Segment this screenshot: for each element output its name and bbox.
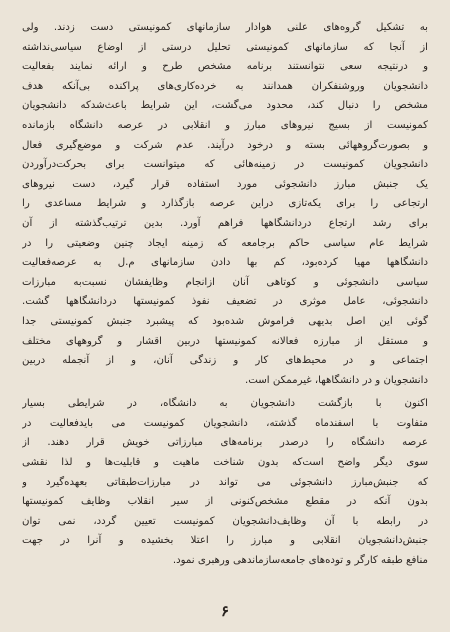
- paragraph-1: [22, 18, 428, 390]
- text-line: منافع طبقه کارگر و توده‌های جامعه‌سازماندهی ورهبری نمود.: [172, 555, 428, 567]
- body-text: [22, 18, 428, 571]
- text-line: دانشجوئی، عامل موثری در تضعیف نفوذ کمونیستها دردانشگاهها گشت.: [22, 296, 428, 308]
- text-line: سیاسی دانشجوئی و کوتاهی آنان ازانجام وظایفشان نسبت‌به مبارزات: [22, 276, 428, 288]
- text-line: دانشجویان وروشنفکران همدانند به خرده‌کاری‌های پراکنده بی‌آنکه هدف: [22, 80, 428, 92]
- text-line: یک جنبش مبارز دانشجوئی مورد استفاده قرار گیرد، دست نیروهای: [22, 178, 428, 190]
- text-line: دانشگاهها مهیا کرده‌بود، کم بها دادن سازمانهای م.ل به عرصه‌فعالیت: [22, 257, 428, 269]
- text-line: کمونیست از بسیج نیروهای مبارز و انقلابی در عرصه دانشگاه بازمانده: [22, 119, 428, 131]
- text-line: و بصورت‌گروههائی بسته و درخود درآیند. عدم شرکت و موضع‌گیری فعال: [22, 139, 428, 151]
- text-line: گوئی این اصل بدیهی فراموش شده‌بود که پیشبرد جنبش کمونیستی جدا: [22, 315, 428, 327]
- text-line: و درنتیجه سعی نتوانستند برنامه مشخص طرح و ارائه نمایند بفعالیت: [22, 61, 428, 73]
- text-line: ارتجاعی را برای یکه‌تازی دراین عرصه بازگذارد و شرایط مساعدی را: [22, 198, 428, 210]
- text-line: و مستقل از مبارزه فعالانه کمونیستها دربین اقشار و گروههای مختلف: [22, 335, 428, 347]
- text-line: برای رشد ارتجاع دردانشگاهها فراهم آورد. بدین ترتیب‌گذشته از آن: [22, 217, 428, 229]
- text-line: سوی دیگر واضح است‌که بدون شناخت ماهیت و قابلیت‌ها و لذا نقشی: [22, 457, 428, 469]
- text-line: بدون آنکه در مقطع مشخص‌کنونی از سیر انقلاب وظایف کمونیستها: [22, 496, 428, 508]
- text-line: مشخص را دنبال کند، محدود می‌گشت، این شرایط باعث‌شدکه دانشجویان: [22, 100, 428, 112]
- text-line: جنبش‌دانشجویان انقلابی و مبارز را اعتلا بخشیده و آنرا در جهت: [22, 535, 428, 547]
- paragraph-2: [22, 394, 428, 570]
- text-line: که جنبش‌مبارز دانشجوئی می تواند در مبارزات‌طبقاتی بعهده‌گیرد و: [22, 476, 428, 488]
- text-line: متفاوت با اسفندماه گذشته، دانشجویان کمونیست می بایدفعالیت در: [22, 417, 428, 429]
- text-line: شرایط عام سیاسی حاکم برجامعه که زمینه ایجاد چنین وضعیتی را در: [22, 237, 428, 249]
- text-line: دانشجویان و در دانشگاهها، غیرممکن است.: [245, 374, 428, 386]
- text-line: از آنجا که سازمانهای کمونیستی تحلیل درستی از اوضاع سیاسی‌نداشته: [22, 41, 428, 53]
- page-number: ۶: [220, 602, 230, 620]
- text-line: دانشجویان کمونیست در زمینه‌هائی که میتوانست برای بحرکت‌درآوردن: [22, 159, 428, 171]
- text-line: اجتماعی و در محیط‌های کار و زندگی آنان، و از آنجمله دربین: [22, 355, 428, 367]
- text-line: به تشکیل گروه‌های علنی هوادار سازمانهای کمونیستی دست زدند. ولی: [22, 22, 428, 33]
- text-line: عرصه دانشگاه را درصدر برنامه‌های مبارزاتی خویش قرار دهند. از: [22, 437, 428, 449]
- text-line: در رابطه با آن وظایف‌دانشجویان کمونیست تعیین گردد، نمی توان: [22, 515, 428, 527]
- text-line: اکنون با بازگشت دانشجویان به دانشگاه، در شرایطی بسیار: [22, 398, 428, 410]
